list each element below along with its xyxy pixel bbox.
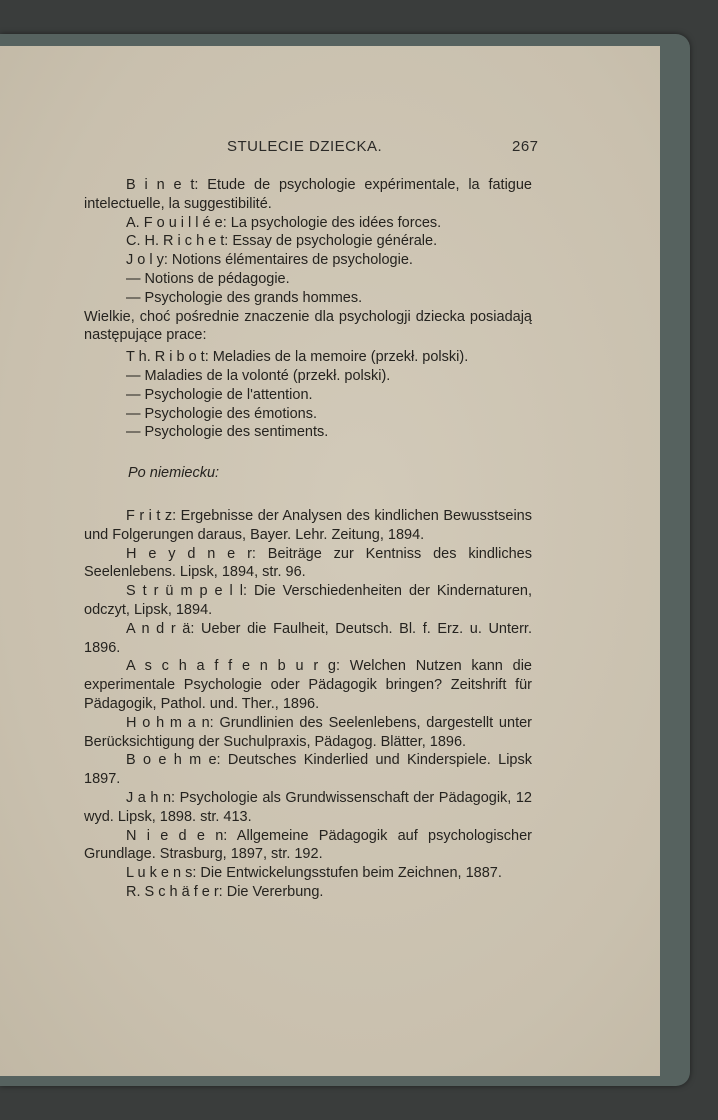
reference-entry: — Psychologie des émotions. — [126, 405, 318, 422]
page-number: 267 — [512, 138, 539, 155]
french-references — [84, 176, 532, 308]
book-page — [0, 46, 660, 1076]
section-heading: Po niemiecku: — [128, 465, 220, 482]
page-body — [84, 176, 532, 902]
reference-entry: C. H. R i c h e t: Essay de psychologie générale. — [126, 233, 438, 250]
reference-entry: T h. R i b o t: Meladies de la memoire (przekł. polski). — [126, 349, 469, 366]
reference-entry: R. S c h ä f e r: Die Vererbung. — [126, 883, 324, 900]
intro-paragraph: Wielkie, choć pośrednie znaczenie dla psychologji dziecka posiadają następujące prace: — [84, 308, 532, 344]
reference-entry: H e y d n e r: Beiträge zur Kentniss des kindliches Seelenlebens. Lipsk, 1894, str. 96. — [84, 545, 532, 581]
reference-entry: N i e d e n: Allgemeine Pädagogik auf psychologischer Grundlage. Strasburg, 1897, str. 192. — [84, 827, 532, 863]
reference-entry: — Notions de pédagogie. — [126, 270, 290, 287]
reference-entry: J o l y: Notions élémentaires de psychologie. — [126, 252, 413, 269]
running-title: STULECIE DZIECKA. — [227, 138, 383, 155]
reference-entry: B i n e t: Etude de psychologie expérimentale, la fatigue intelectuelle, la suggestibilité. — [84, 177, 532, 212]
reference-entry: — Maladies de la volonté (przekł. polski). — [126, 367, 391, 384]
reference-entry: — Psychologie de l'attention. — [126, 386, 313, 403]
german-references — [84, 507, 532, 902]
ribot-references — [84, 348, 532, 442]
reference-entry: A. F o u i l l é e: La psychologie des idées forces. — [126, 214, 442, 231]
running-header — [0, 138, 660, 162]
reference-entry: B o e h m e: Deutsches Kinderlied und Kinderspiele. Lipsk 1897. — [84, 752, 532, 788]
reference-entry: S t r ü m p e l l: Die Verschiedenheiten der Kindernaturen, odczyt, Lipsk, 1894. — [84, 583, 533, 618]
reference-entry: H o h m a n: Grundlinien des Seelenlebens, dargestellt unter Berücksichtigung der Suchulpraxis, Pädagog. Blätter, 1896. — [84, 714, 532, 750]
reference-entry: — Psychologie des grands hommes. — [126, 289, 363, 306]
reference-entry: A n d r ä: Ueber die Faulheit, Deutsch. Bl. f. Erz. u. Unterr. 1896. — [84, 620, 532, 656]
reference-entry: — Psychologie des sentiments. — [126, 424, 329, 441]
reference-entry: A s c h a f f e n b u r g: Welchen Nutzen kann die experimentale Psychologie oder Pädagogik bringen? Zeitshrift für Pädagogik, Pathol. und. Ther., 1896. — [84, 658, 532, 712]
reference-entry: F r i t z: Ergebnisse der Analysen des kindlichen Bewusstseins und Folgerungen daraus, Bayer. Lehr. Zeitung, 1894. — [84, 507, 532, 543]
reference-entry: L u k e n s: Die Entwickelungsstufen beim Zeichnen, 1887. — [126, 865, 502, 882]
reference-entry: J a h n: Psychologie als Grundwissenschaft der Pädagogik, 12 wyd. Lipsk, 1898. str. 413. — [84, 789, 532, 825]
